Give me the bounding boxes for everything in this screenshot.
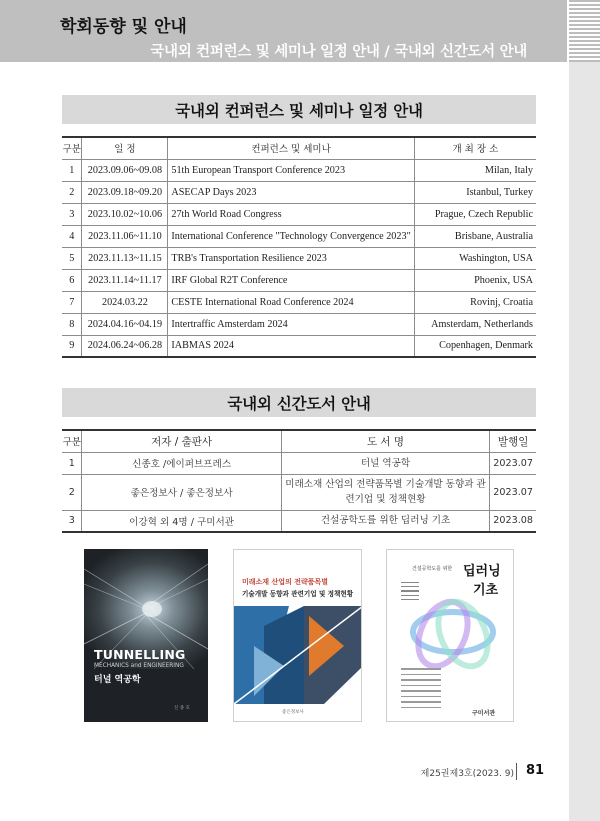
conference-table (62, 136, 536, 358)
table-row (62, 452, 536, 474)
row-venue: Milan, Italy (414, 159, 536, 181)
table-row (62, 225, 536, 247)
book-cover-deep-learning (386, 549, 514, 722)
row-conference: 51th European Transport Conference 2023 (168, 159, 414, 181)
row-conference: Intertraffic Amsterdam 2024 (168, 313, 414, 335)
row-conference: CESTE International Road Conference 2024 (168, 291, 414, 313)
row-author: 신종호 /에이퍼브프레스 (82, 452, 281, 474)
row-author: 좋은정보사 / 좋은정보사 (82, 474, 281, 510)
books-section-title: 국내외 신간도서 안내 (62, 388, 536, 417)
books-table-header (62, 430, 536, 452)
cover-subtitle: MECHANICS and ENGINEERING (94, 663, 184, 669)
header-subtitle: 국내외 컨퍼런스 및 세미나 일정 안내 / 국내외 신간도서 안내 (150, 44, 527, 60)
row-date: 2023.11.06~11.10 (82, 225, 168, 247)
row-no: 5 (62, 247, 82, 269)
table-row (62, 510, 536, 532)
column-header-date: 발행일 (490, 430, 536, 452)
cover-title-line2: 기초 (473, 583, 499, 598)
row-no: 2 (62, 181, 82, 203)
row-date: 2023.10.02~10.06 (82, 203, 168, 225)
header-band (0, 0, 567, 62)
table-row (62, 313, 536, 335)
cover-title-line2: 기술개발 동향과 관련기업 및 정책현황 (242, 590, 354, 598)
row-no: 9 (62, 335, 82, 357)
row-date: 2023.11.13~11.15 (82, 247, 168, 269)
row-conference: International Conference "Technology Convergence 2023" (168, 225, 414, 247)
book-cover-tunnelling (84, 549, 208, 722)
table-row (62, 335, 536, 357)
row-conference: 27th World Road Congress (168, 203, 414, 225)
section-label: 학회동향 및 안내 (60, 17, 187, 37)
row-date: 2023.11.14~11.17 (82, 269, 168, 291)
column-header-author: 저자 / 출판사 (82, 430, 281, 452)
column-header-venue: 개 최 장 소 (414, 137, 536, 159)
table-row (62, 159, 536, 181)
books-table (62, 429, 536, 533)
table-row (62, 269, 536, 291)
side-bar (569, 62, 600, 821)
row-date: 2023.09.06~09.08 (82, 159, 168, 181)
stripe-decoration (569, 0, 600, 62)
column-header-no: 구분 (62, 137, 82, 159)
row-book: 건설공학도를 위한 딥러닝 기초 (281, 510, 490, 532)
footer-issue: 제25권제3호(2023. 9) (420, 769, 514, 779)
row-venue: Copenhagen, Denmark (414, 335, 536, 357)
row-no: 8 (62, 313, 82, 335)
row-conference: ASECAP Days 2023 (168, 181, 414, 203)
cover-small-title: 건설공학도를 위한 (412, 566, 453, 572)
row-no: 3 (62, 203, 82, 225)
row-no: 4 (62, 225, 82, 247)
table-row (62, 247, 536, 269)
cover-title-line1: 미래소재 산업의 전략품목별 (242, 578, 329, 586)
cover-publisher: 좋은정보사 (282, 710, 304, 715)
row-no: 1 (62, 159, 82, 181)
row-conference: IRF Global R2T Conference (168, 269, 414, 291)
row-no: 6 (62, 269, 82, 291)
conference-table-header (62, 137, 536, 159)
column-header-conference: 컨퍼런스 및 세미나 (168, 137, 414, 159)
cover-publisher: 구미서관 (472, 710, 496, 717)
row-book: 터널 역공학 (281, 452, 490, 474)
row-date: 2024.03.22 (82, 291, 168, 313)
cover-author: 신 종 호 (174, 706, 190, 711)
row-no: 7 (62, 291, 82, 313)
knot-artwork (399, 594, 507, 672)
cover-contents-list (401, 668, 441, 712)
row-venue: Phoenix, USA (414, 269, 536, 291)
row-date: 2023.07 (490, 452, 536, 474)
row-no: 2 (62, 474, 82, 510)
column-header-no: 구분 (62, 430, 82, 452)
row-author: 이강혁 외 4명 / 구미서관 (82, 510, 281, 532)
row-date: 2024.06.24~06.28 (82, 335, 168, 357)
row-venue: Prague, Czech Republic (414, 203, 536, 225)
table-row (62, 291, 536, 313)
row-date: 2024.04.16~04.19 (82, 313, 168, 335)
book-cover-future-materials (233, 549, 362, 722)
row-book: 미래소재 산업의 전략품목별 기술개발 동향과 관련기업 및 정책현황 (281, 474, 490, 510)
cover-korean-title: 터널 역공학 (94, 675, 141, 685)
row-venue: Brisbane, Australia (414, 225, 536, 247)
row-no: 3 (62, 510, 82, 532)
row-date: 2023.09.18~09.20 (82, 181, 168, 203)
table-row (62, 181, 536, 203)
column-header-date: 일 정 (82, 137, 168, 159)
page-number: 81 (526, 763, 545, 778)
row-date: 2023.08 (490, 510, 536, 532)
table-row (62, 203, 536, 225)
row-venue: Rovinj, Croatia (414, 291, 536, 313)
cover-title: TUNNELLING (94, 647, 186, 662)
row-conference: TRB's Transportation Resilience 2023 (168, 247, 414, 269)
row-venue: Istanbul, Turkey (414, 181, 536, 203)
table-row (62, 474, 536, 510)
column-header-book: 도 서 명 (281, 430, 490, 452)
conference-section-title: 국내외 컨퍼런스 및 세미나 일정 안내 (62, 95, 536, 124)
row-no: 1 (62, 452, 82, 474)
footer-divider (516, 763, 517, 780)
row-venue: Amsterdam, Netherlands (414, 313, 536, 335)
row-conference: IABMAS 2024 (168, 335, 414, 357)
row-date: 2023.07 (490, 474, 536, 510)
building-artwork (234, 606, 362, 704)
row-venue: Washington, USA (414, 247, 536, 269)
cover-title-line1: 딥러닝 (463, 564, 501, 579)
